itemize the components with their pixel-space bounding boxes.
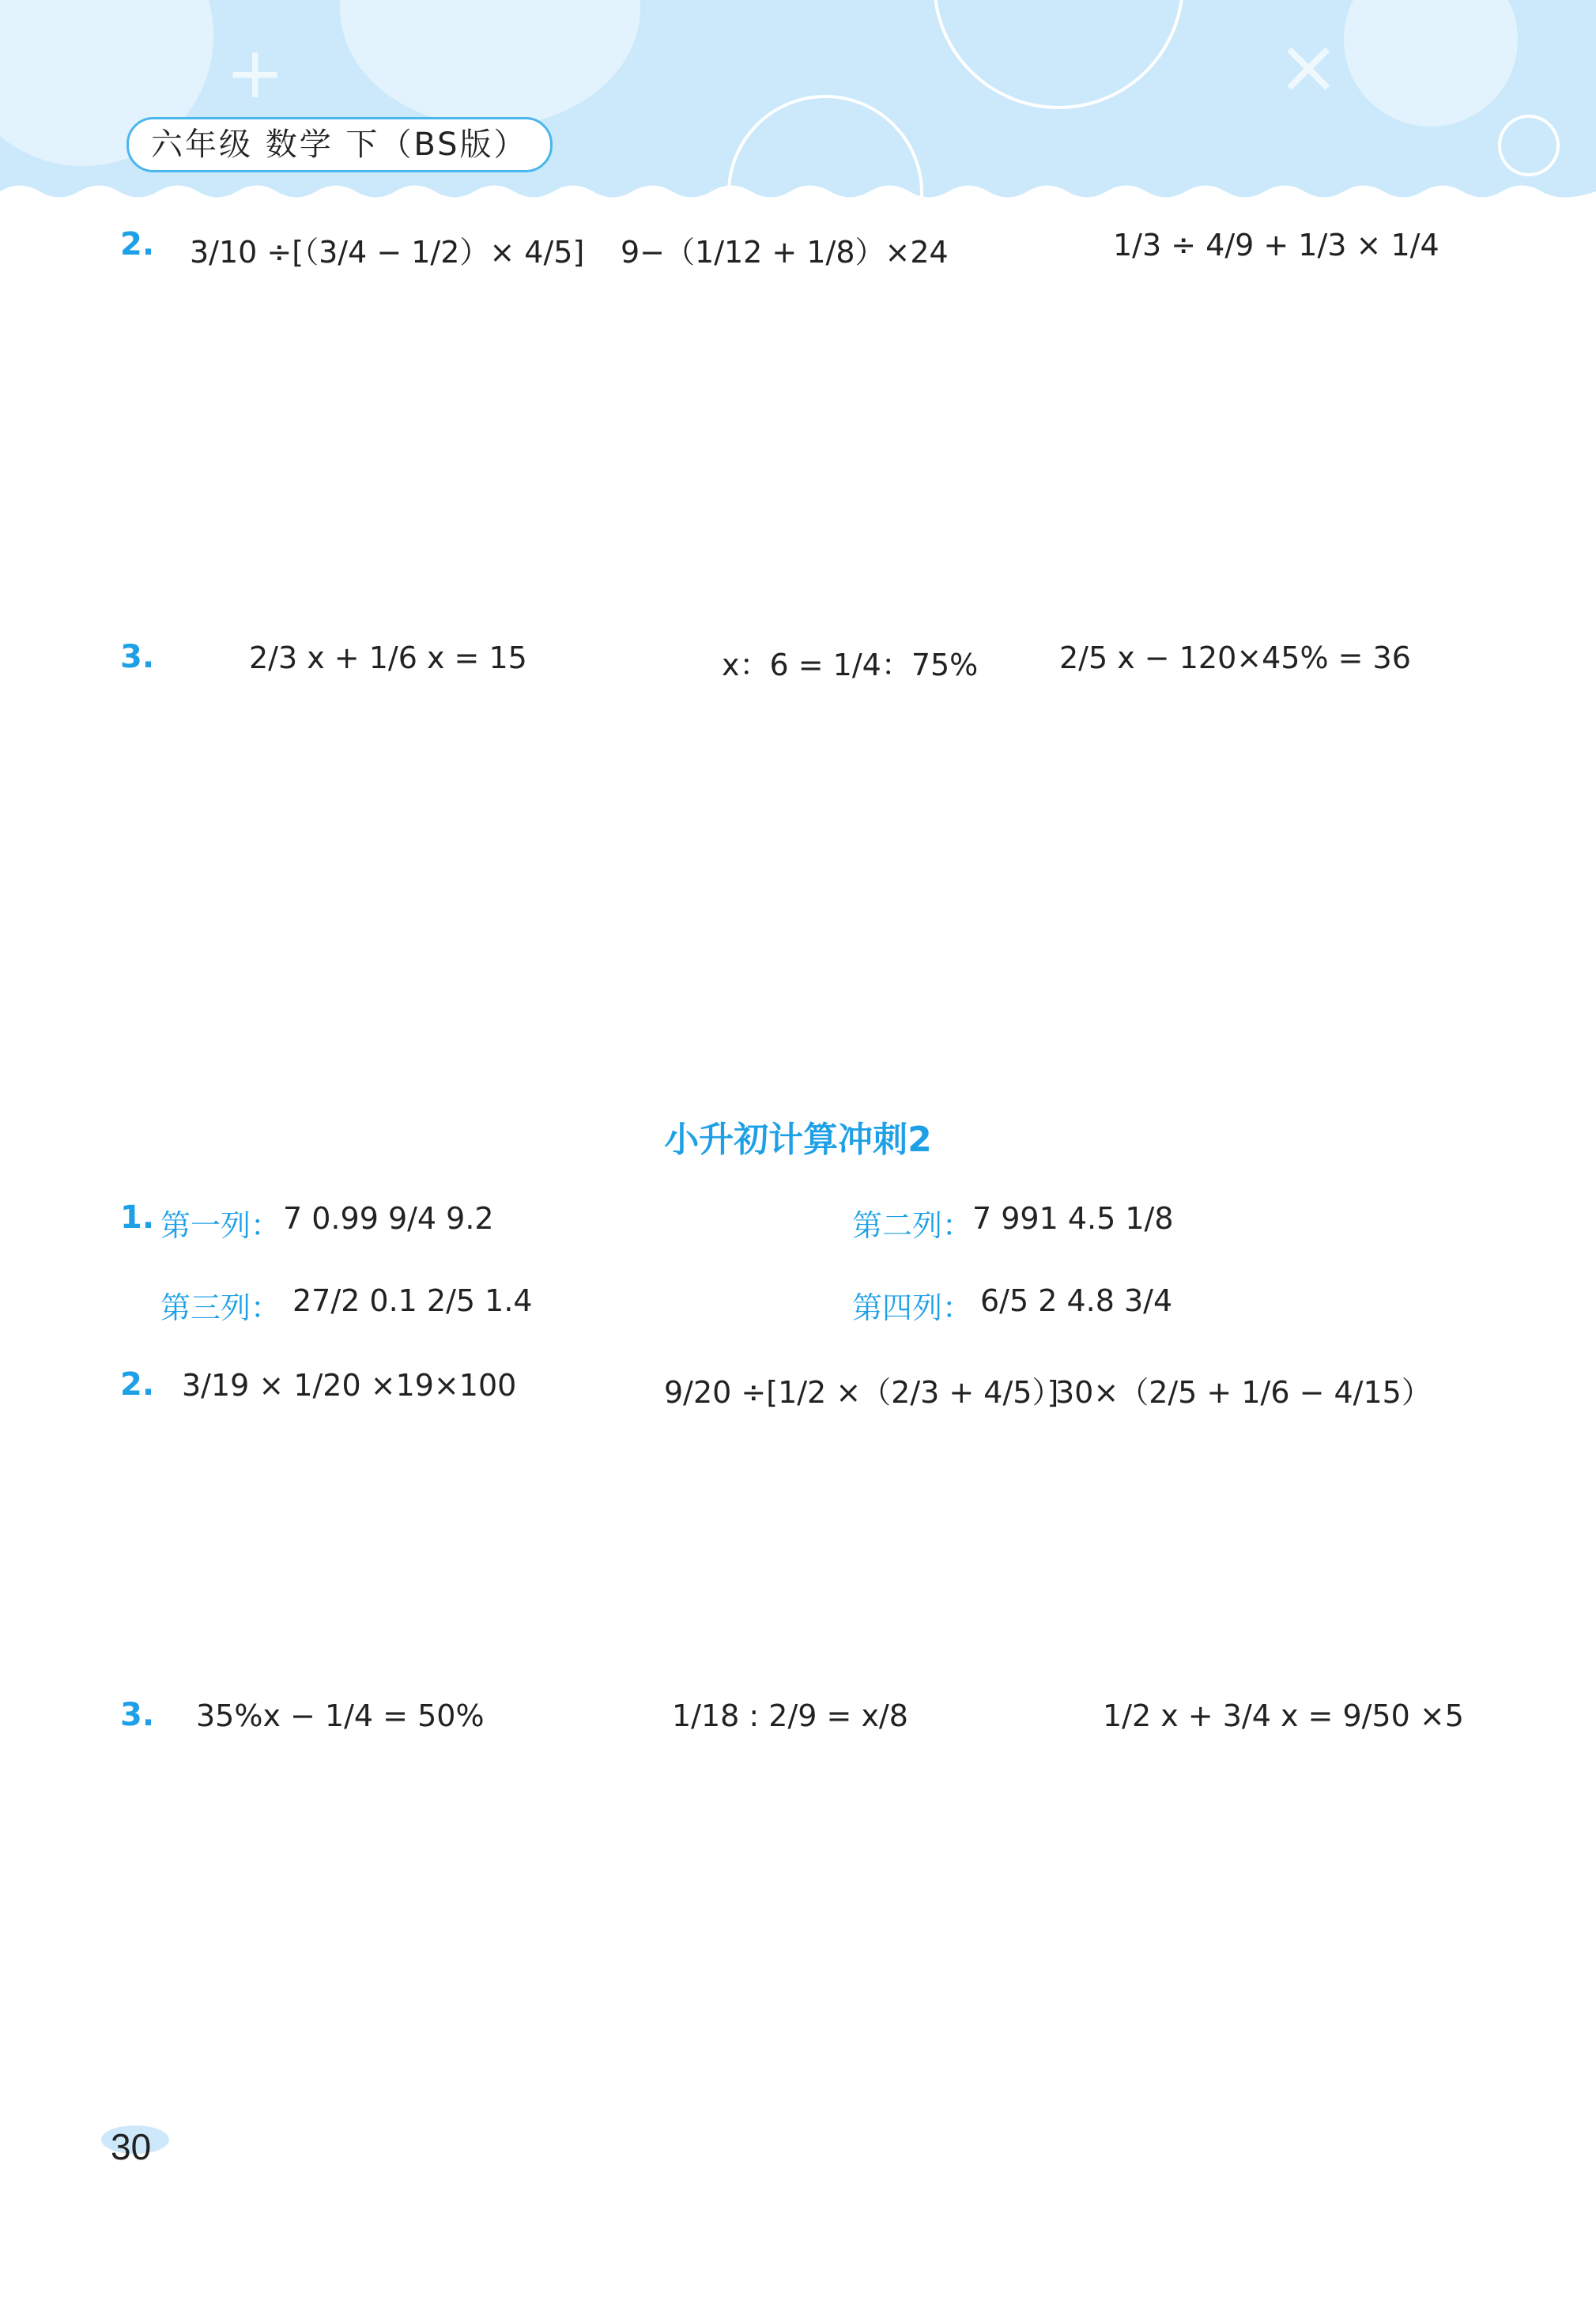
column-3-values: 27/2 0.1 2/5 1.4 [292,1283,533,1318]
column-4-values: 6/5 2 4.8 3/4 [980,1283,1173,1318]
part1-q3-equation-2: x：6 = 1/4：75% [722,648,979,682]
column-1-label: 第一列： [160,1208,281,1243]
part2-q3-equation-1: 35%x − 1/4 = 50% [196,1698,485,1733]
part2-q3-equation-3: 1/2 x + 3/4 x = 9/50 ×5 [1103,1698,1464,1733]
part1-question-3-label: 3. [120,639,155,675]
part1-question-2-label: 2. [120,226,155,263]
grade-label: 六年级 数学 下（BS版） [126,117,553,172]
part2-question-1-label: 1. [120,1200,155,1236]
section-title: 小升初计算冲刺2 [664,1120,932,1160]
column-1-values: 7 0.99 9/4 9.2 [283,1201,494,1236]
part2-q3-equation-2: 1/18 : 2/9 = x/8 [672,1698,908,1733]
part2-question-2-label: 2. [120,1366,155,1403]
page-number: 30 [111,2126,152,2167]
part1-q3-equation-1: 2/3 x + 1/6 x = 15 [249,640,527,675]
column-2-label: 第二列： [852,1208,973,1243]
page-header: × + [0,0,1596,202]
part2-question-3-label: 3. [120,1697,155,1733]
column-3-label: 第三列： [160,1290,281,1325]
part2-q2-expression-3: 30×（2/5 + 1/6 − 4/15） [1055,1375,1432,1410]
part1-q2-expression-2: 9−（1/12 + 1/8）×24 [621,235,949,270]
part2-q2-expression-1: 3/19 × 1/20 ×19×100 [182,1368,517,1403]
part2-q2-expression-2: 9/20 ÷[1/2 ×（2/3 + 4/5）] [664,1375,1059,1410]
part1-q2-expression-3: 1/3 ÷ 4/9 + 1/3 × 1/4 [1113,228,1439,263]
part1-q3-equation-3: 2/5 x − 120×45% = 36 [1059,640,1411,675]
header-wave [0,183,1596,215]
column-2-values: 7 991 4.5 1/8 [972,1201,1174,1236]
column-4-label: 第四列： [852,1290,973,1325]
part1-q2-expression-1: 3/10 ÷[（3/4 − 1/2）× 4/5] [190,235,585,270]
